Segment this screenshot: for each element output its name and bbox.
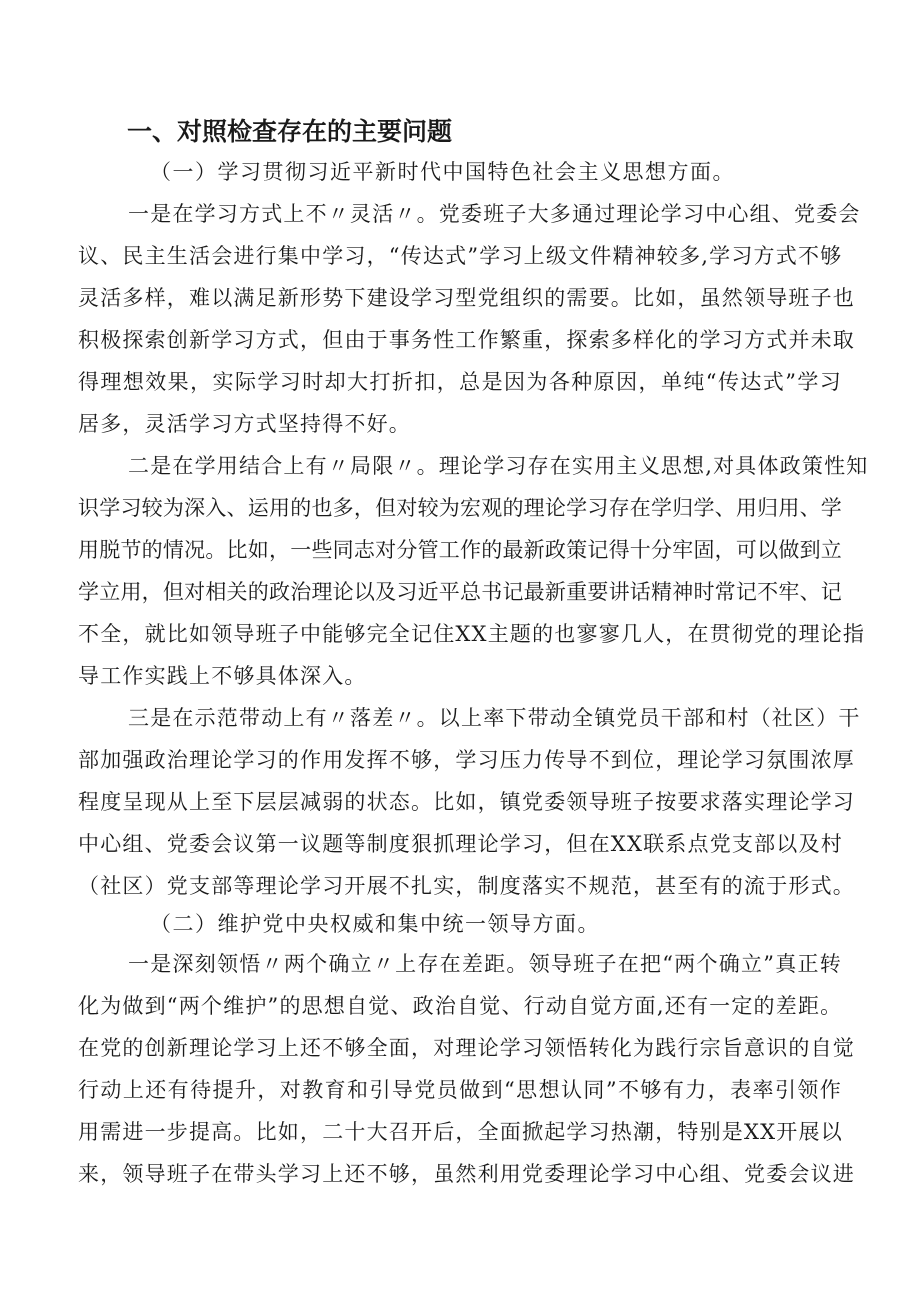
paragraph-3-line: （社区）党支部等理论学习开展不扎实，制度落实不规范，甚至有的流于形式。 — [78, 874, 855, 898]
paragraph-1-line: 积极探索创新学习方式，但由于事务性工作繁重，探索多样化的学习方式并未取 — [78, 328, 855, 352]
paragraph-1-line: 得理想效果，实际学习时却大打折扣，总是因为各种原因，单纯“传达式”学习 — [78, 370, 842, 394]
paragraph-1-line: 一是在学习方式上不〃灵活〃。党委班子大多通过理论学习中心组、党委会 — [128, 202, 861, 226]
paragraph-4-line: 行动上还有待提升，对教育和引导党员做到“思想认同”不够有力，表率引领作 — [78, 1078, 842, 1102]
paragraph-1-line: 居多，灵活学习方式坚持得不好。 — [78, 412, 411, 436]
paragraph-2-line: 识学习较为深入、运用的也多，但对较为宏观的理论学习存在学归学、用归用、学 — [78, 496, 842, 520]
paragraph-2-line: 学立用，但对相关的政治理论以及习近平总书记最新重要讲话精神时常记不牢、记 — [78, 580, 842, 604]
subsection-title-2: （二）维护党中央权威和集中统一领导方面。 — [150, 912, 600, 936]
paragraph-2-line: 导工作实践上不够具体深入。 — [78, 664, 367, 688]
paragraph-1-line: 灵活多样，难以满足新形势下建设学习型党组织的需要。比如，虽然领导班子也 — [78, 286, 855, 310]
paragraph-2-line: 二是在学用结合上有〃局限〃。理论学习存在实用主义思想,对具体政策性知 — [128, 454, 869, 478]
section-heading: 一、对照检查存在的主要问题 — [127, 117, 453, 146]
paragraph-3-line: 三是在示范带动上有〃落差〃。以上率下带动全镇党员干部和村（社区）干 — [128, 706, 861, 730]
paragraph-3-line: 中心组、党委会议第一议题等制度狠抓理论学习，但在XX联系点党支部以及村 — [78, 832, 843, 856]
paragraph-4-line: 用需进一步提高。比如，二十大召开后，全面掀起学习热潮，特别是XX开展以 — [78, 1120, 843, 1144]
paragraph-1-line: 议、民主生活会进行集中学习，“传达式”学习上级文件精神较多,学习方式不够 — [78, 244, 843, 268]
paragraph-4-line: 在党的创新理论学习上还不够全面，对理论学习领悟转化为践行宗旨意识的自觉 — [78, 1036, 855, 1060]
paragraph-2-line: 用脱节的情况。比如，一些同志对分管工作的最新政策记得十分牢固，可以做到立 — [78, 538, 842, 562]
paragraph-3-line: 部加强政治理论学习的作用发挥不够，学习压力传导不到位，理论学习氛围浓厚 — [78, 748, 855, 772]
paragraph-2-line: 不全，就比如领导班子中能够完全记住XX主题的也寥寥几人，在贯彻党的理论指 — [78, 622, 866, 646]
subsection-title-1: （一）学习贯彻习近平新时代中国特色社会主义思想方面。 — [150, 160, 735, 184]
paragraph-4-line: 来，领导班子在带头学习上还不够，虽然利用党委理论学习中心组、党委会议进 — [78, 1162, 855, 1186]
paragraph-4-line: 化为做到“两个维护”的思想自觉、政治自觉、行动自觉方面,还有一定的差距。 — [78, 994, 843, 1018]
paragraph-3-line: 程度呈现从上至下层层减弱的状态。比如，镇党委领导班子按要求落实理论学习 — [78, 790, 855, 814]
paragraph-4-line: 一是深刻领悟〃两个确立〃上存在差距。领导班子在把“两个确立”真正转 — [128, 952, 842, 976]
